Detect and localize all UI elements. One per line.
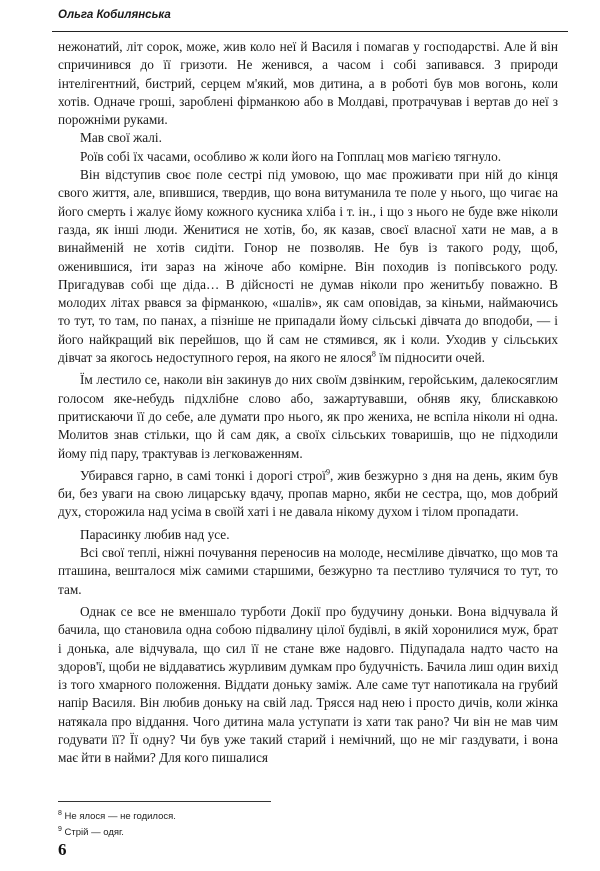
footnote-text: Стрій — одяг.	[64, 827, 124, 839]
running-head-author: Ольга Кобилянська	[58, 9, 171, 21]
footnote-text: Не ялося — не годилося.	[64, 811, 176, 823]
paragraph	[58, 467, 558, 522]
paragraph-text: Він відступив своє поле сестрі під умовою, що має проживати при ній до кінця свого життя, але, впившися, твердив, що вона витуманила те поле у нього, що чигає на його смерть і жалує йому кожного кусника хліба і т. ін., і що з нього не буде вже ніколи газда, як інші люди. Женитися не хотів, бо, як казав, своєї власної хати не мав, а в винайменій не хотів сидіти. Гонор не позволяв. Не був із такого роду, щоб, оженившися, іти зараз на жіноче або комірне. Він походив із попівського роду. Пригадував собі ще діда… В дійсності не думав ніколи про женитьбу поважно. В молодих літах рвався за фірманкою, «шалів», як сам оповідав, за кіньми, наймаючись то тут, то там, по панах, а пізніше не припадали йому сільські дівчата до вподоби, — і його найкращий вік перейшов, що й сам не стямився, як і коли. Уходив у сільських дівчат за якогось недоступного героя, на якого не ялося	[58, 167, 558, 366]
page-number: 6	[58, 840, 67, 859]
paragraph: Всі свої теплі, ніжні почування переносив на молоде, несміливе дівчатко, що мов та пташина, вешталося між самими старшими, безжурно та пестливо тулячися то тут, то там.	[58, 545, 558, 597]
footnote-marker: 8	[371, 349, 376, 359]
footnote	[58, 807, 176, 823]
footnote-rule	[58, 801, 271, 802]
paragraph: Парасинку любив над усе.	[80, 526, 230, 542]
paragraph	[58, 166, 558, 367]
footnote	[58, 823, 176, 839]
paragraph: Однак се все не вменшало турботи Докії про будучину доньки. Вона відчувала й бачила, що становила одна собою підвалину цілої будівлі, в якій хоронилися муж, брат і донька, але відчувала, що сил її не стане вже надовго. Підупадала надто часто на здоров'ї, щоби не віддаватись журливим думкам про будучність. Бачила лиш один вихід із того хмарного положення. Віддати доньку заміж. Але саме тут напотикала на грубий напір Василя. Він любив доньку на свій лад. Трясся над нею і просто дичів, коли жінка натякала про віддання. Чого дитина мала уступати із хати так рано? Чи він не мав чим годувати її? Її одну? Чи був уже такий старий і немічний, що не міг газдувати, і вона має йти в найми? Для кого пишалися	[58, 603, 558, 766]
paragraph: Мав свої жалі.	[80, 130, 162, 146]
main-text	[58, 38, 558, 768]
footnote-number: 9	[58, 826, 62, 834]
footnotes	[58, 807, 176, 839]
paragraph: Їм лестило се, наколи він закинув до них своїм дзвінким, геройським, далекосяглим голосом яке-небудь підхлібне слово або, зажартувавши, обняв яку, блискавкою притискаючи її до себе, але думати про нього, як про жениха, не вспіла ніколи ні одна. Молитов знав стільки, що й сам дяк, а своїх сільських товаришів, що не підходили йому під пару, трактував із легковаженням.	[58, 372, 558, 461]
paragraph: нежонатий, літ сорок, може, жив коло неї й Василя і помагав у господарстві. Але й він спричинився до її гризоти. Не женився, а часом і собі запивався. З природи інтелігентний, бистрий, серцем м'який, мов дитина, а в роботі був мов вогонь, коли хотів. Одначе гроші, зароблені фірманкою або в Молдаві, протрачував і вертав до неї з порожніми руками.	[58, 39, 558, 128]
paragraph: Роїв собі їх часами, особливо ж коли його на Гопплац мов магією тягнуло.	[80, 148, 502, 164]
header-rule	[52, 31, 568, 32]
footnote-marker: 9	[325, 467, 330, 477]
paragraph-text: , жив безжурно з дня на день, яким був би, без уваги на свою лицарську вдачу, пропав марно, якби не сестра, що, мов добрий дух, сторожила над усіма в своїй хаті і не давала нікому духом і тілом пропадати.	[58, 467, 558, 520]
footnote-number: 8	[58, 810, 62, 817]
paragraph-text: їм підносити очей.	[379, 350, 485, 366]
paragraph-text: Убирався гарно, в самі тонкі і дорогі строї	[80, 467, 326, 483]
